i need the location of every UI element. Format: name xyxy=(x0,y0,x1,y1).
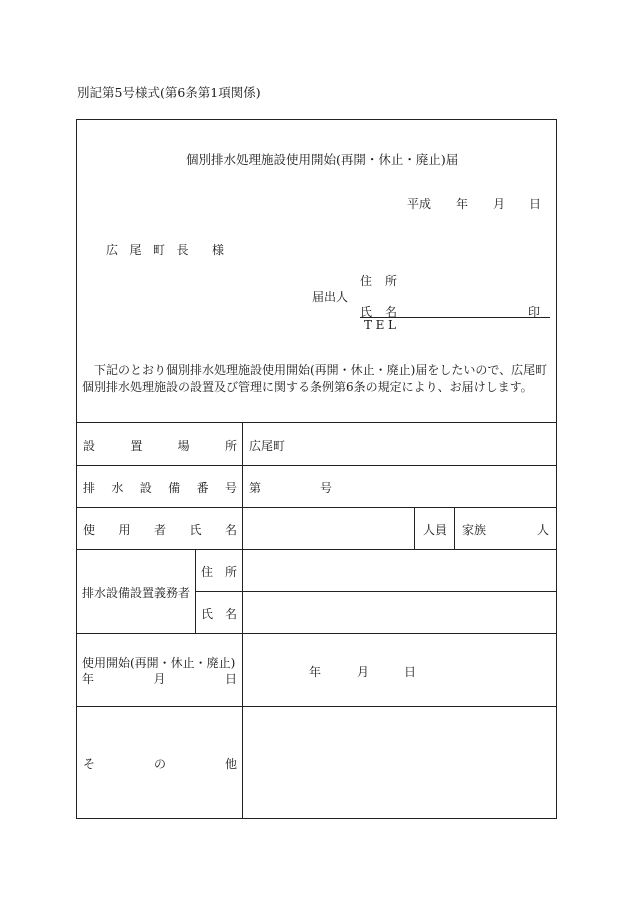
label-char: 名 xyxy=(224,607,237,621)
persons-divider-right xyxy=(454,507,455,549)
row-divider xyxy=(77,549,556,550)
form-code: 別記第5号様式(第6条第1項関係) xyxy=(77,85,261,100)
statement-text: 下記のとおり個別排水処理施設使用開始(再開・休止・廃止)届をしたいので、広尾町個別排水処理施設の設置及び管理に関する条例第6条の規定により、お届けします。 xyxy=(82,363,548,394)
label-char: 置 xyxy=(130,439,143,453)
user-name-label xyxy=(83,521,237,538)
label-char: 番 xyxy=(196,481,209,495)
facility-number-prefix: 第 xyxy=(249,481,262,495)
row-divider xyxy=(195,591,556,592)
label-char: 者 xyxy=(153,523,166,537)
start-date-year-label: 年 xyxy=(309,665,322,679)
label-char: 名 xyxy=(384,305,397,319)
label-char: 用 xyxy=(118,523,131,537)
label-char: 住 xyxy=(201,565,214,579)
label-column-divider xyxy=(242,423,243,818)
facility-number-suffix: 号 xyxy=(320,481,333,495)
obligor-name-label xyxy=(201,605,237,622)
label-char: 備 xyxy=(168,481,181,495)
label-char: 名 xyxy=(224,523,237,537)
notifier-address-label xyxy=(360,272,397,289)
date-day-label: 日 xyxy=(529,197,542,211)
label-char: 水 xyxy=(111,481,124,495)
label-char: 住 xyxy=(360,274,373,288)
obligor-label: 排水設備設置義務者 xyxy=(82,586,191,600)
notifier-tel-label xyxy=(364,318,396,332)
label-char: 所 xyxy=(224,439,237,453)
row-divider xyxy=(77,633,556,634)
row-divider xyxy=(77,507,556,508)
start-date-month-label: 月 xyxy=(357,665,370,679)
label-char: T xyxy=(364,318,373,332)
family-count-field[interactable] xyxy=(489,515,534,541)
obligor-address-field[interactable] xyxy=(245,551,554,589)
date-year-label: 年 xyxy=(456,197,469,211)
label-char: 使 xyxy=(83,523,96,537)
facility-number-field[interactable] xyxy=(267,473,317,497)
obligor-subcolumn-divider xyxy=(195,549,196,633)
other-label xyxy=(83,755,237,772)
label-char: 月 xyxy=(153,672,166,686)
addressee-char: 様 xyxy=(211,243,224,257)
addressee-char: 尾 xyxy=(129,243,142,257)
addressee xyxy=(106,241,224,258)
label-char: 設 xyxy=(139,481,152,495)
notifier-label: 届出人 xyxy=(312,290,349,304)
notification-header-box xyxy=(76,119,557,423)
label-char: 日 xyxy=(224,672,237,686)
label-char: 設 xyxy=(83,439,96,453)
location-value[interactable]: 広尾町 xyxy=(249,439,286,453)
start-date-label: 使用開始(再開・休止・廃止) xyxy=(82,656,236,670)
persons-label: 人員 xyxy=(423,523,448,537)
start-date-label-ymd xyxy=(82,670,237,687)
label-char: 所 xyxy=(224,565,237,579)
label-char: の xyxy=(153,757,166,771)
label-char: E xyxy=(375,318,385,332)
start-date-day-label: 日 xyxy=(404,665,417,679)
label-char: 氏 xyxy=(360,305,373,319)
addressee-char: 町 xyxy=(152,243,165,257)
location-label xyxy=(83,437,237,454)
label-char: 氏 xyxy=(189,523,202,537)
date-month-label: 月 xyxy=(493,197,506,211)
row-divider xyxy=(77,465,556,466)
label-char: L xyxy=(388,318,396,332)
details-table xyxy=(76,422,557,819)
label-char: 号 xyxy=(224,481,237,495)
facility-number-label xyxy=(83,479,237,496)
family-label: 家族 xyxy=(462,523,487,537)
label-char: 場 xyxy=(177,439,190,453)
addressee-char: 長 xyxy=(176,243,189,257)
label-char: そ xyxy=(83,757,96,771)
obligor-address-label xyxy=(201,563,237,580)
addressee-char: 広 xyxy=(106,243,119,257)
persons-divider-left xyxy=(414,507,415,549)
other-field[interactable] xyxy=(245,709,554,816)
user-name-field[interactable] xyxy=(245,509,411,547)
label-char: 氏 xyxy=(201,607,214,621)
label-char: 他 xyxy=(224,757,237,771)
notifier-name-field[interactable] xyxy=(407,301,522,317)
label-char: 年 xyxy=(82,672,95,686)
label-char: 所 xyxy=(384,274,397,288)
label-char: 排 xyxy=(83,481,96,495)
date-era: 平成 xyxy=(407,197,432,211)
form-title: 個別排水処理施設使用開始(再開・休止・廃止)届 xyxy=(186,152,459,167)
obligor-name-field[interactable] xyxy=(245,593,554,631)
row-divider xyxy=(77,706,556,707)
seal-mark: 印 xyxy=(528,305,541,319)
family-unit: 人 xyxy=(537,523,550,537)
